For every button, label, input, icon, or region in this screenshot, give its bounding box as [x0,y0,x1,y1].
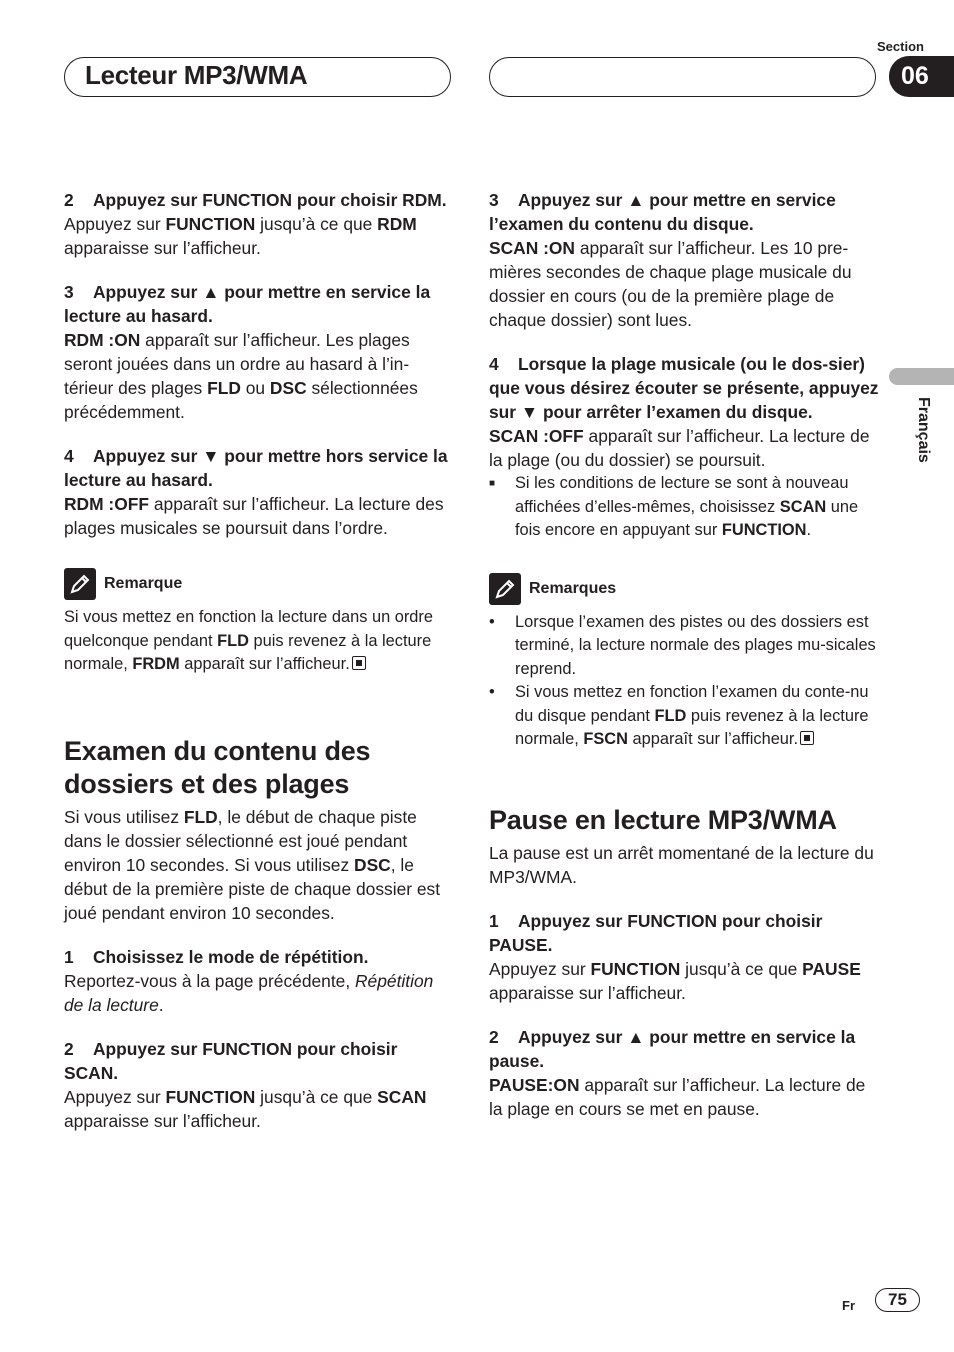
step-body: RDM :OFF apparaît sur l’afficheur. La lecture des plages musicales se poursuit dans l’ordre. [64,494,444,538]
section-heading: Pause en lecture MP3/WMA [489,804,837,835]
note-label: Remarque [104,575,183,592]
section-intro: Si vous utilisez FLD, le début de chaque piste dans le dossier sélectionné est joué pendant environ 10 secondes. Si vous utilisez DSC, le début de la première piste de chaque dossier est joué pendant environ 10 secondes. [64,806,441,923]
step-body: SCAN :OFF apparaît sur l’afficheur. La lecture de la plage (ou du dossier) se poursuit. [489,426,870,470]
step-body: Reportez-vous à la page précédente, Répétition de la lecture. [64,970,434,1015]
step-title: 3 Appuyez sur ▲ pour mettre en service la lecture au hasard. [64,282,431,326]
note-pencil-icon [64,568,96,600]
step-body: Appuyez sur FUNCTION jusqu’à ce que RDM apparaisse sur l’afficheur. [64,214,417,258]
side-language-label: Français [915,397,932,463]
header-empty-box [489,57,876,97]
step-body: RDM :ON apparaît sur l’afficheur. Les plages seront jouées dans un ordre au hasard à l’in-térieur des plages FLD ou DSC sélectionnées précédemment. [64,330,418,422]
step-body: Appuyez sur FUNCTION jusqu’à ce que SCAN apparaisse sur l’afficheur. [64,1086,427,1131]
note-body: Si vous mettez en fonction la lecture dans un ordre quelconque pendant FLD puis revenez à la lecture normale, FRDM apparaît sur l’afficheur. [64,608,433,673]
chapter-title: Lecteur MP3/WMA [85,60,308,90]
notes-label: Remarques [529,579,617,597]
step-title: 1 Choisissez le mode de répétition. [64,946,369,967]
language-tab [889,368,954,385]
note-item: • Si vous mettez en fonction l’examen du conte-nu du disque pendant FLD puis revenez à la lecture normale, FSCN apparaît sur l’afficheur. [489,683,869,748]
section-number: 06 [889,56,954,97]
step-title: 2 Appuyez sur ▲ pour mettre en service la pause. [489,1026,856,1071]
section-intro: La pause est un arrêt momentané de la lecture du MP3/WMA. [489,842,874,887]
end-mark-icon [352,656,366,670]
note-pencil-icon [489,573,521,605]
chapter-title-box [64,57,451,97]
section-label: Section [877,39,924,54]
step-title: 2 Appuyez sur FUNCTION pour choisir SCAN. [64,1038,398,1083]
step-body: SCAN :ON apparaît sur l’afficheur. Les 10 pre-mières secondes de chaque plage musicale du dossier en cours (ou de la première plage de chaque dossier) sont lues. [489,238,852,330]
end-mark-icon [800,731,814,745]
step-body: Appuyez sur FUNCTION jusqu’à ce que PAUSE apparaisse sur l’afficheur. [489,958,861,1003]
step-title: 1 Appuyez sur FUNCTION pour choisir PAUSE. [489,910,823,955]
step-footnote: ■ Si les conditions de lecture se sont à nouveau affichées d’elles-mêmes, choisissez SCAN une fois encore en appuyant sur FUNCTION. [489,474,859,539]
right-column [489,188,879,1121]
section-heading: Examen du contenu des dossiers et des plages [64,735,371,799]
step-title: 4 Appuyez sur ▼ pour mettre hors service la lecture au hasard. [64,446,448,490]
step-title: 3 Appuyez sur ▲ pour mettre en service l’examen du contenu du disque. [489,190,836,234]
page-number: 75 [875,1288,920,1312]
step-title: 2 Appuyez sur FUNCTION pour choisir RDM. [64,190,447,210]
note-header [64,568,454,600]
notes-header [489,573,879,605]
step-title: 4 Lorsque la plage musicale (ou le dos-sier) que vous désirez écouter se présente, appuyez sur ▼ pour arrêter l’examen du disque. [489,354,879,422]
square-bullet-icon: ■ [489,478,496,489]
step-body: PAUSE:ON apparaît sur l’afficheur. La lecture de la plage en cours se met en pause. [489,1074,866,1119]
left-column [64,188,454,1133]
note-item: • Lorsque l’examen des pistes ou des dossiers est terminé, la lecture normale des plages mu-sicales reprend. [489,612,876,678]
footer-language: Fr [842,1298,855,1313]
